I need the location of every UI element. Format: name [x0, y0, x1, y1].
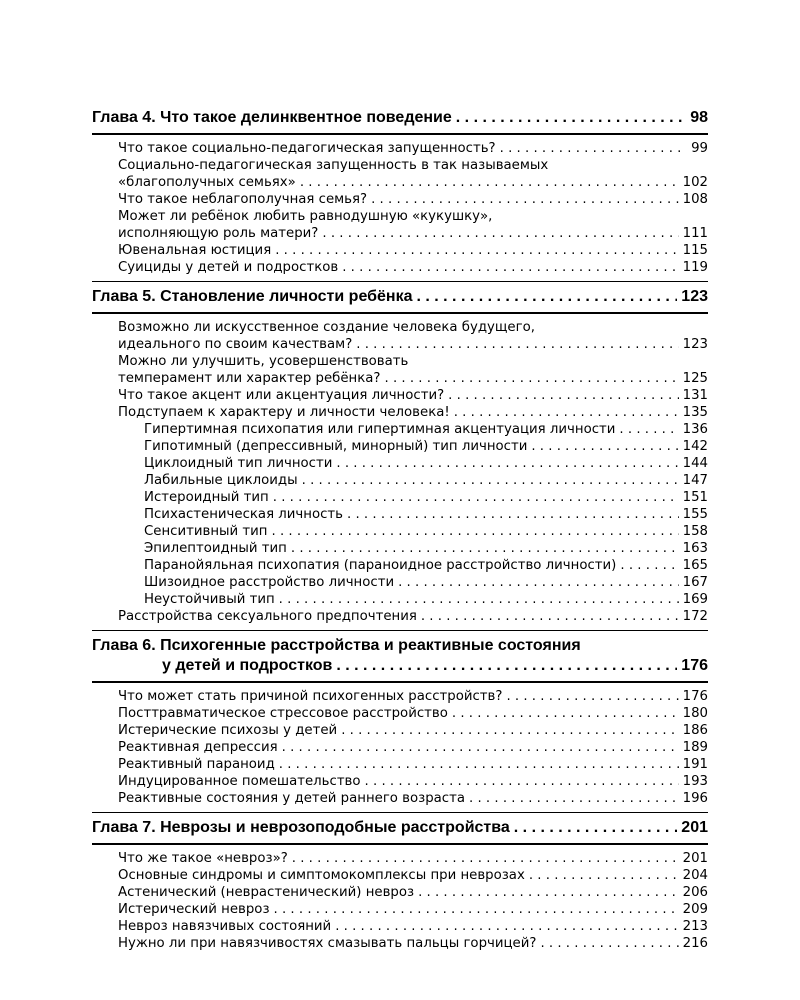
dot-leader — [456, 108, 686, 128]
entry-title: Реактивный параноид — [118, 756, 275, 772]
entry-title: Расстройства сексуального предпочтения — [118, 608, 417, 624]
entry-page: 213 — [682, 918, 708, 934]
dot-leader — [279, 591, 679, 608]
dot-leader — [371, 191, 679, 208]
entry-title: темперамент или характер ребёнка? — [118, 370, 381, 386]
entry-page: 155 — [682, 506, 708, 522]
chapter-heading[interactable] — [92, 287, 708, 307]
dot-leader — [531, 438, 678, 455]
toc-entry[interactable] — [92, 404, 708, 421]
dot-leader — [448, 387, 678, 404]
entry-page: 172 — [682, 608, 708, 624]
dot-leader — [342, 259, 678, 276]
dot-leader — [506, 688, 678, 705]
entry-page: 169 — [682, 591, 708, 607]
entry-page: 144 — [682, 455, 708, 471]
entry-page: 206 — [682, 884, 708, 900]
entry-title: Неустойчивый тип — [144, 591, 275, 607]
entry-title: Лабильные циклоиды — [144, 472, 298, 488]
entry-title: Психастеническая личность — [144, 506, 344, 522]
toc-entry[interactable] — [92, 259, 708, 276]
chapter-rule — [92, 312, 708, 314]
toc-entry[interactable] — [92, 850, 708, 867]
entry-page: 135 — [682, 404, 708, 420]
entry-title: Ювенальная юстиция — [118, 242, 272, 258]
entry-title: Астенический (неврастенический) невроз — [118, 884, 415, 900]
entry-page: 186 — [682, 722, 708, 738]
entry-page: 147 — [682, 472, 708, 488]
toc-subentry[interactable] — [92, 574, 708, 591]
chapter-heading[interactable] — [92, 818, 708, 838]
toc-entry[interactable] — [92, 157, 708, 191]
entry-title: Реактивные состояния у детей раннего возраста — [118, 790, 466, 806]
dot-leader — [398, 574, 679, 591]
chapter-page: 201 — [681, 819, 708, 836]
chapter-heading[interactable] — [92, 636, 708, 676]
entry-title: Реактивная депрессия — [118, 739, 278, 755]
dot-leader — [291, 540, 679, 557]
entry-title: Что же такое «невроз»? — [118, 850, 288, 866]
entry-title: исполняющую роль матери? — [118, 225, 319, 241]
toc-entry[interactable] — [92, 935, 708, 952]
entry-page: 125 — [682, 370, 708, 386]
chapter-page: 98 — [690, 109, 708, 126]
entry-title: Сенситивный тип — [144, 523, 268, 539]
dot-leader — [421, 608, 679, 625]
dot-leader — [452, 705, 679, 722]
entry-page: 196 — [682, 790, 708, 806]
toc-subentry[interactable] — [92, 540, 708, 557]
toc-subentry[interactable] — [92, 421, 708, 438]
entry-title: Нужно ли при навязчивостях смазывать пальцы горчицей? — [118, 935, 537, 951]
entry-page: 136 — [682, 421, 708, 437]
entry-page: 99 — [691, 140, 708, 156]
dot-leader — [341, 722, 678, 739]
chapter-title: Глава 5. Становление личности ребёнка — [92, 288, 413, 305]
chapter-page: 123 — [681, 288, 708, 305]
toc-entry[interactable] — [92, 705, 708, 722]
dot-leader — [500, 140, 687, 157]
dot-leader — [529, 867, 679, 884]
entry-title: Циклоидный тип личности — [144, 455, 333, 471]
chapter-title: у детей и подростков — [162, 657, 333, 674]
entry-title: Эпилептоидный тип — [144, 540, 287, 556]
entry-title: Что может стать причиной психогенных расстройств? — [118, 688, 503, 704]
toc-entry[interactable] — [92, 773, 708, 790]
dot-leader — [292, 850, 679, 867]
dot-leader — [302, 472, 679, 489]
toc-entry[interactable] — [92, 756, 708, 773]
toc-subentry[interactable] — [92, 472, 708, 489]
chapter-title: Глава 7. Неврозы и неврозоподобные расстройства — [92, 819, 510, 836]
chapter-rule — [92, 630, 708, 632]
entry-page: 163 — [682, 540, 708, 556]
entry-page: 189 — [682, 739, 708, 755]
toc-entry[interactable] — [92, 901, 708, 918]
entry-page: 123 — [682, 336, 708, 352]
entry-title-line1: Возможно ли искусственное создание человека будущего, — [118, 319, 535, 335]
chapter-rule — [92, 843, 708, 845]
toc-subentry[interactable] — [92, 455, 708, 472]
dot-leader — [384, 370, 678, 387]
dot-leader — [336, 455, 678, 472]
dot-leader — [620, 557, 678, 574]
entry-page: 176 — [682, 688, 708, 704]
dot-leader — [279, 756, 679, 773]
dot-leader — [274, 901, 679, 918]
entry-page: 158 — [682, 523, 708, 539]
toc-entry[interactable] — [92, 688, 708, 705]
chapter-rule — [92, 281, 708, 283]
dot-leader — [365, 773, 679, 790]
dot-leader — [454, 404, 679, 421]
chapter-rule — [92, 133, 708, 135]
table-of-contents — [92, 107, 708, 952]
entry-title: Шизоидное расстройство личности — [144, 574, 395, 590]
toc-entry[interactable] — [92, 208, 708, 242]
entry-title: Гипотимный (депрессивный, минорный) тип личности — [144, 438, 528, 454]
entry-title: Паранойяльная психопатия (параноидное расстройство личности) — [144, 557, 617, 573]
toc-entry[interactable] — [92, 790, 708, 807]
dot-leader — [619, 421, 678, 438]
entry-title: идеального по своим качествам? — [118, 336, 353, 352]
entry-page: 165 — [682, 557, 708, 573]
toc-entry[interactable] — [92, 918, 708, 935]
toc-entry[interactable] — [92, 867, 708, 884]
entry-title: Гипертимная психопатия или гипертимная акцентуация личности — [144, 421, 616, 437]
chapter-rule — [92, 681, 708, 683]
entry-title: Невроз навязчивых состояний — [118, 918, 332, 934]
entry-title-line1: Может ли ребёнок любить равнодушную «кукушку», — [118, 208, 493, 224]
dot-leader — [418, 884, 679, 901]
chapter-title-line1: Глава 6. Психогенные расстройства и реактивные состояния — [92, 637, 581, 654]
chapter-title: Глава 4. Что такое делинквентное поведение — [92, 109, 452, 126]
toc-entry[interactable] — [92, 140, 708, 157]
entry-page: 131 — [682, 387, 708, 403]
entry-page: 119 — [682, 259, 708, 275]
dot-leader — [335, 918, 678, 935]
toc-entry[interactable] — [92, 722, 708, 739]
toc-entry[interactable] — [92, 191, 708, 208]
entry-page: 204 — [682, 867, 708, 883]
entry-title: Что такое неблагополучная семья? — [118, 191, 368, 207]
entry-title: Индуцированное помешательство — [118, 773, 361, 789]
toc-subentry[interactable] — [92, 438, 708, 455]
entry-title-line1: Социально-педагогическая запущенность в так называемых — [118, 157, 549, 173]
dot-leader — [540, 935, 678, 952]
dot-leader — [300, 174, 679, 191]
dot-leader — [271, 523, 678, 540]
chapter-heading[interactable] — [92, 107, 708, 128]
toc-entry[interactable] — [92, 319, 708, 353]
dot-leader — [282, 739, 679, 756]
entry-title: Истероидный тип — [144, 489, 269, 505]
toc-entry[interactable] — [92, 884, 708, 901]
entry-title: Истерический невроз — [118, 901, 270, 917]
toc-entry[interactable] — [92, 242, 708, 259]
entry-page: 142 — [682, 438, 708, 454]
toc-subentry[interactable] — [92, 557, 708, 574]
entry-title: Посттравматическое стрессовое расстройство — [118, 705, 448, 721]
entry-title: Что такое социально-педагогическая запущенность? — [118, 140, 496, 156]
entry-page: 216 — [682, 935, 708, 951]
entry-page: 180 — [682, 705, 708, 721]
dot-leader — [356, 336, 678, 353]
entry-page: 102 — [682, 174, 708, 190]
entry-title: Подступаем к характеру и личности человека! — [118, 404, 450, 420]
entry-page: 111 — [682, 225, 708, 241]
entry-title: Что такое акцент или акцентуация личности? — [118, 387, 445, 403]
toc-entry[interactable] — [92, 608, 708, 625]
entry-title: Суициды у детей и подростков — [118, 259, 339, 275]
toc-entry[interactable] — [92, 387, 708, 404]
dot-leader — [416, 287, 677, 307]
toc-subentry[interactable] — [92, 506, 708, 523]
entry-page: 201 — [682, 850, 708, 866]
entry-page: 108 — [682, 191, 708, 207]
chapter-page: 176 — [681, 657, 708, 674]
entry-page: 167 — [682, 574, 708, 590]
entry-title: Основные синдромы и симптомокомплексы при неврозах — [118, 867, 525, 883]
toc-entry[interactable] — [92, 739, 708, 756]
dot-leader — [336, 656, 677, 676]
toc-subentry[interactable] — [92, 591, 708, 608]
entry-page: 209 — [682, 901, 708, 917]
entry-page: 191 — [682, 756, 708, 772]
dot-leader — [469, 790, 679, 807]
dot-leader — [275, 242, 678, 259]
entry-title: «благополучных семьях» — [118, 174, 296, 190]
dot-leader — [273, 489, 679, 506]
chapter-rule — [92, 812, 708, 814]
entry-title: Истерические психозы у детей — [118, 722, 338, 738]
toc-entry[interactable] — [92, 353, 708, 387]
entry-page: 193 — [682, 773, 708, 789]
dot-leader — [322, 225, 678, 242]
toc-subentry[interactable] — [92, 523, 708, 540]
dot-leader — [347, 506, 679, 523]
entry-page: 151 — [682, 489, 708, 505]
dot-leader — [514, 818, 678, 838]
entry-page: 115 — [682, 242, 708, 258]
toc-subentry[interactable] — [92, 489, 708, 506]
entry-title-line1: Можно ли улучшить, усовершенствовать — [118, 353, 409, 369]
